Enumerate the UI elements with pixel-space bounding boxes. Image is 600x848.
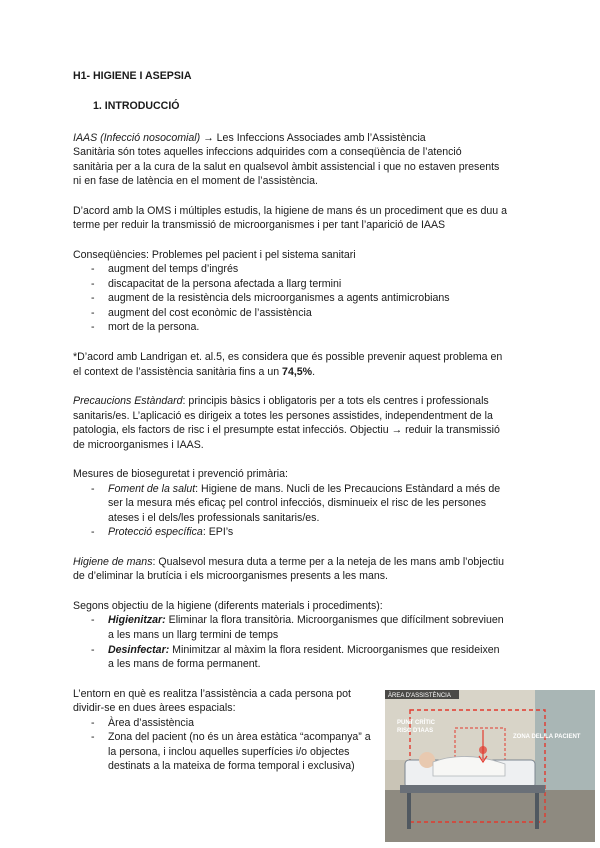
zona-pacient-label: ZONA DEL/LA PACIENT: [513, 734, 581, 740]
risc-iaas-label: RISC D'IAAS: [397, 728, 434, 734]
paragraph-line: terme per reduir la transmissió de microorganismes i per tant l’aparició de IAAS: [73, 219, 446, 231]
patient-zone-photo: [385, 690, 595, 842]
hospital-room-illustration: [385, 690, 595, 842]
paragraph-line: patologia, els factors de risc i el presumpte estat infecciós. Objectiu → reduir la transmissió: [73, 424, 500, 436]
list-dash: -: [91, 307, 95, 319]
list-item: Zona del pacient (no és un àrea estàtica “acompanya” a: [108, 731, 371, 743]
paragraph-line: de d’eliminar la brutícia i els microorganismes presents a les mans.: [73, 570, 388, 582]
paragraph-line: de microorganismes i IAAS.: [73, 439, 204, 451]
paragraph-line: D’acord amb la OMS i múltiples estudis, la higiene de mans és un procediment que es duu a: [73, 205, 507, 217]
consequencies-title: Conseqüències: Problemes pel pacient i pel sistema sanitari: [73, 249, 356, 261]
list-dash: -: [91, 263, 95, 275]
iaas-definition-line: IAAS (Infecció nosocomial) → Les Infeccions Associades amb l’Assistència: [73, 132, 426, 144]
paragraph-line: sanitària per a la cura de la salut en qualsevol àmbit assistencial i que no estaven presents: [73, 161, 500, 173]
list-item: Desinfectar: Minimitzar al màxim la flora resident. Microorganismes que resideixen: [108, 644, 500, 656]
list-item-continuation: la persona, i inclou aquelles superfícies i/o objectes: [108, 746, 350, 758]
list-item: Higienitzar: Eliminar la flora transitòria. Microorganismes que difícilment sobreviuen: [108, 614, 504, 626]
list-item: mort de la persona.: [108, 321, 200, 333]
list-dash: -: [91, 321, 95, 333]
list-item: Protecció específica: EPI’s: [108, 526, 234, 538]
paragraph-line: *D’acord amb Landrigan et. al.5, es considera que és possible prevenir aquest problema en: [73, 351, 503, 363]
higiene-mans-term: Higiene de mans: [73, 556, 153, 568]
section-title: 1. INTRODUCCIÓ: [93, 100, 180, 112]
list-item-continuation: a les mans de forma permanent.: [108, 658, 261, 670]
segons-title: Segons objectiu de la higiene (diferents materials i procediments):: [73, 600, 383, 612]
list-item: Àrea d’assistència: [108, 717, 194, 729]
list-item: augment del temps d’ingrés: [108, 263, 239, 275]
precaucions-term: Precaucions Estàndard: [73, 395, 183, 407]
list-item: discapacitat de la persona afectada a llarg termini: [108, 278, 342, 290]
list-dash: -: [91, 278, 95, 290]
list-item-continuation: destinats a la mateixa de forma temporal i exclusiva): [108, 760, 355, 772]
punt-critic-label: PUNT CRÍTIC: [397, 720, 435, 726]
list-dash: -: [91, 292, 95, 304]
list-dash: -: [91, 614, 95, 626]
area-assistencia-label: ÀREA D'ASSISTÈNCIA: [388, 693, 451, 699]
list-item-continuation: a les mans un llarg termini de temps: [108, 629, 279, 641]
list-item: augment del cost econòmic de l’assistència: [108, 307, 312, 319]
paragraph-line: Higiene de mans: Qualsevol mesura duta a terme per a la neteja de les mans amb l’objectiu: [73, 556, 505, 568]
list-item-continuation: ser la mesura més eficaç pel control infecciós, disminueix el risc de les persones: [108, 497, 487, 509]
percentage-value: 74,5%: [282, 366, 313, 378]
iaas-term: IAAS (Infecció nosocomial): [73, 132, 201, 144]
paragraph-line: Precaucions Estàndard: principis bàsics i obligatoris per a tots els centres i professionals: [73, 395, 489, 407]
list-item: Foment de la salut: Higiene de mans. Nucli de les Precaucions Estàndard a més de: [108, 483, 501, 495]
list-dash: -: [91, 731, 95, 743]
paragraph-line: dividir-se en dues àrees espacials:: [73, 702, 236, 714]
paragraph-line: ni en fase de latència en el moment de l’assistència.: [73, 175, 318, 187]
paragraph-line: Sanitària són totes aquelles infeccions adquirides com a conseqüència de l’atenció: [73, 146, 462, 158]
list-dash: -: [91, 717, 95, 729]
paragraph-line: L’entorn en què es realitza l’assistència a cada persona pot: [73, 688, 351, 700]
list-dash: -: [91, 644, 95, 656]
page-heading: H1- HIGIENE I ASEPSIA: [73, 70, 192, 82]
list-dash: -: [91, 526, 95, 538]
list-item-continuation: ateses i el dels/les professionals sanitaris/es.: [108, 512, 320, 524]
list-item: augment de la resistència dels microorganismes a agents antimicrobians: [108, 292, 450, 304]
paragraph-line: sanitaris/es. L’aplicació es dirigeix a totes les persones assistides, independentment de la: [73, 410, 493, 422]
list-dash: -: [91, 483, 95, 495]
mesures-title: Mesures de bioseguretat i prevenció primària:: [73, 468, 288, 480]
paragraph-line: el context de l’assistència sanitària fins a un 74,5%.: [73, 366, 316, 378]
